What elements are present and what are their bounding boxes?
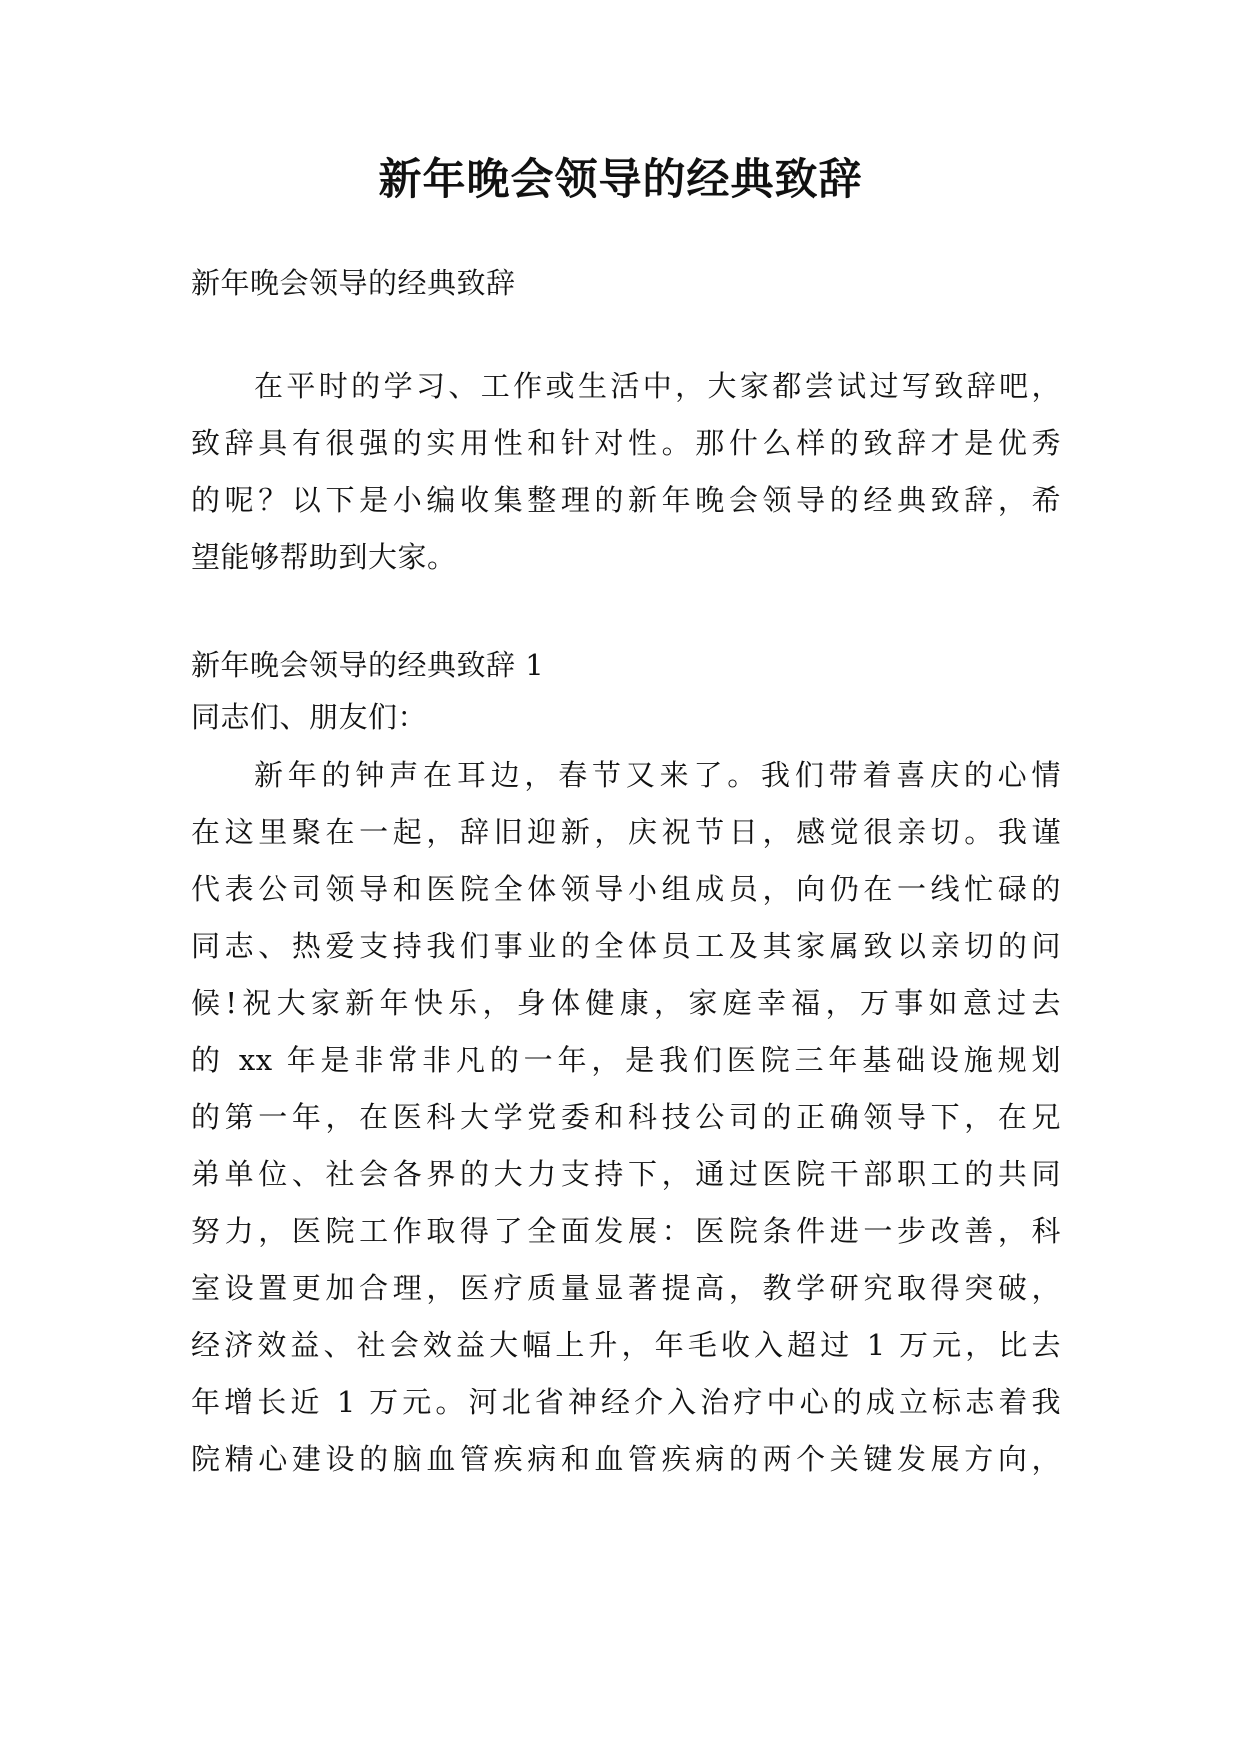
body-line: 努力，医院工作取得了全面发展：医院条件进一步改善，科 — [191, 1214, 1061, 1248]
body-line: 新年的钟声在耳边，春节又来了。我们带着喜庆的心情 — [254, 758, 1061, 792]
body-line: 经济效益、社会效益大幅上升，年毛收入超过 1 万元，比去 — [191, 1328, 1061, 1362]
intro-line: 在平时的学习、工作或生活中，大家都尝试过写致辞吧， — [254, 369, 1061, 403]
body-line: 弟单位、社会各界的大力支持下，通过医院干部职工的共同 — [191, 1157, 1061, 1191]
salutation-line: 同志们、朋友们： — [191, 700, 428, 734]
body-line: 代表公司领导和医院全体领导小组成员，向仍在一线忙碌的 — [191, 872, 1061, 906]
section-heading: 新年晚会领导的经典致辞 1 — [191, 648, 545, 682]
body-line: 的 xx 年是非常非凡的一年，是我们医院三年基础设施规划 — [191, 1043, 1061, 1077]
body-line: 的第一年，在医科大学党委和科技公司的正确领导下，在兄 — [191, 1100, 1061, 1134]
body-line: 同志、热爱支持我们事业的全体员工及其家属致以亲切的问 — [191, 929, 1061, 963]
document-title: 新年晚会领导的经典致辞 — [378, 155, 863, 205]
body-line: 室设置更加合理，医疗质量显著提高，教学研究取得突破， — [191, 1271, 1061, 1305]
subtitle-line: 新年晚会领导的经典致辞 — [191, 266, 516, 300]
intro-line: 望能够帮助到大家。 — [191, 540, 457, 574]
body-line: 候!祝大家新年快乐，身体健康，家庭幸福，万事如意过去 — [191, 986, 1061, 1020]
intro-line: 的呢？以下是小编收集整理的新年晚会领导的经典致辞，希 — [191, 483, 1061, 517]
body-line: 院精心建设的脑血管疾病和血管疾病的两个关键发展方向， — [191, 1442, 1061, 1476]
body-line: 在这里聚在一起，辞旧迎新，庆祝节日，感觉很亲切。我谨 — [191, 815, 1061, 849]
intro-line: 致辞具有很强的实用性和针对性。那什么样的致辞才是优秀 — [191, 426, 1061, 460]
body-line: 年增长近 1 万元。河北省神经介入治疗中心的成立标志着我 — [191, 1385, 1061, 1419]
